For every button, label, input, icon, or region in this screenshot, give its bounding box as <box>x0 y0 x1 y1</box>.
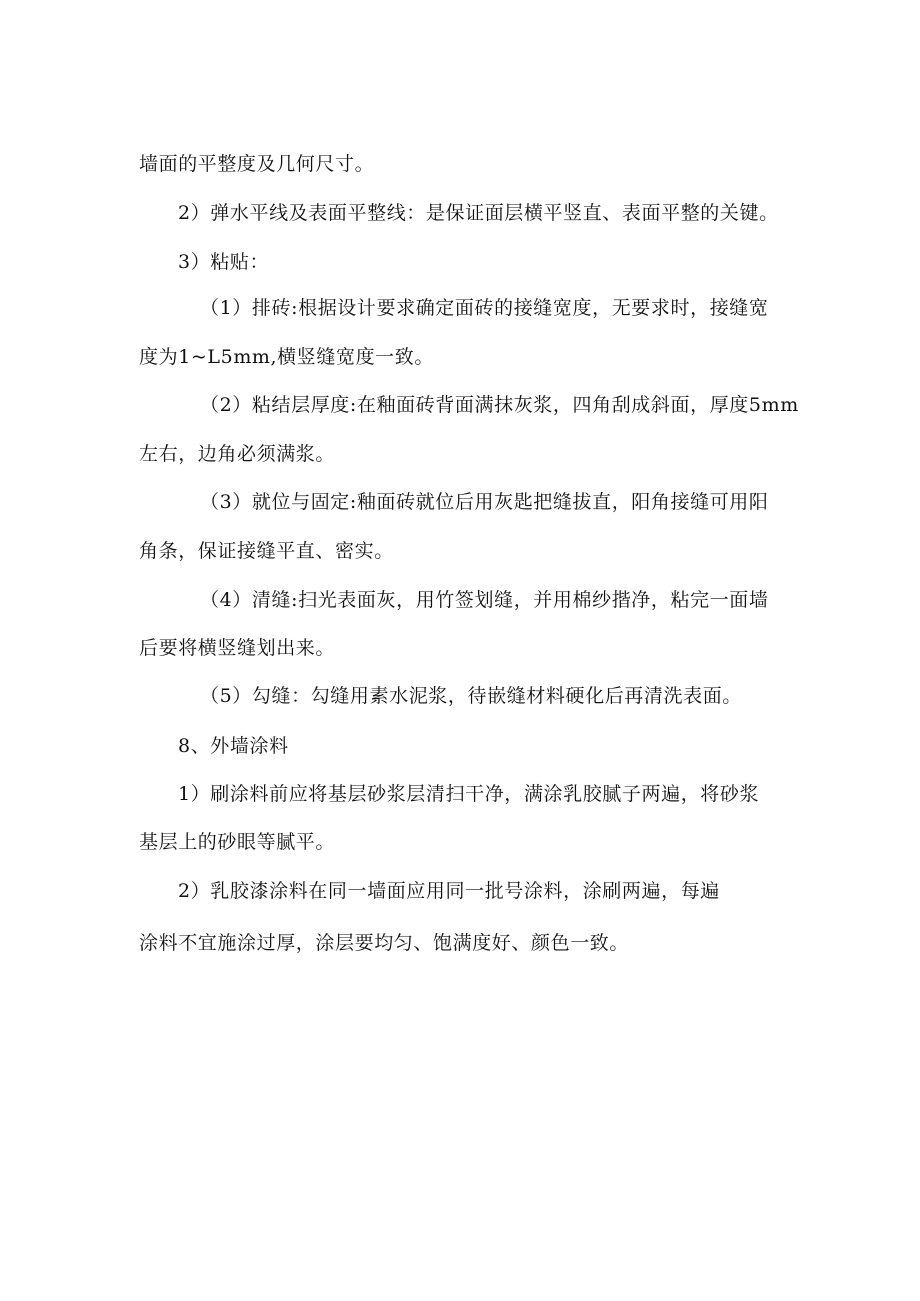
paragraph-line: 涂料不宜施涂过厚，涂层要均匀、饱满度好、颜色一致。 <box>139 932 630 954</box>
paragraph-line: 2）乳胶漆涂料在同一墙面应用同一批号涂料，涂刷两遍，每遍 <box>178 880 720 902</box>
paragraph-line: 3）粘贴： <box>178 251 270 273</box>
paragraph-line: 角条，保证接缝平直、密实。 <box>139 540 394 562</box>
paragraph-line: 度为1~L5mm,横竖缝宽度一致。 <box>139 346 434 368</box>
paragraph-line: （3）就位与固定:釉面砖就位后用灰匙把缝拔直，阳角接缝可用阳 <box>200 491 769 513</box>
paragraph-line: 基层上的砂眼等腻平。 <box>139 831 336 853</box>
paragraph-line: （2）粘结层厚度:在釉面砖背面满抹灰浆，四角刮成斜面，厚度5mm <box>200 394 799 416</box>
paragraph-line: 左右，边角必须满浆。 <box>139 443 336 465</box>
paragraph-line: 1）刷涂料前应将基层砂浆层清扫干净，满涂乳胶腻子两遍，将砂浆 <box>178 783 760 805</box>
paragraph-line: （5）勾缝：勾缝用素水泥浆，待嵌缝材料硬化后再清洗表面。 <box>200 685 742 707</box>
paragraph-line: 2）弹水平线及表面平整线：是保证面层横平竖直、表面平整的关键。 <box>178 202 779 224</box>
paragraph-line: （1）排砖:根据设计要求确定面砖的接缝宽度，无要求时，接缝宽 <box>200 297 769 319</box>
paragraph-line: 后要将横竖缝划出来。 <box>139 637 336 659</box>
section-heading: 8、外墙涂料 <box>178 735 289 757</box>
paragraph-line: （4）清缝:扫光表面灰，用竹签划缝，并用棉纱揩净，粘完一面墙 <box>200 589 769 611</box>
paragraph-line: 墙面的平整度及几何尺寸。 <box>139 153 375 175</box>
